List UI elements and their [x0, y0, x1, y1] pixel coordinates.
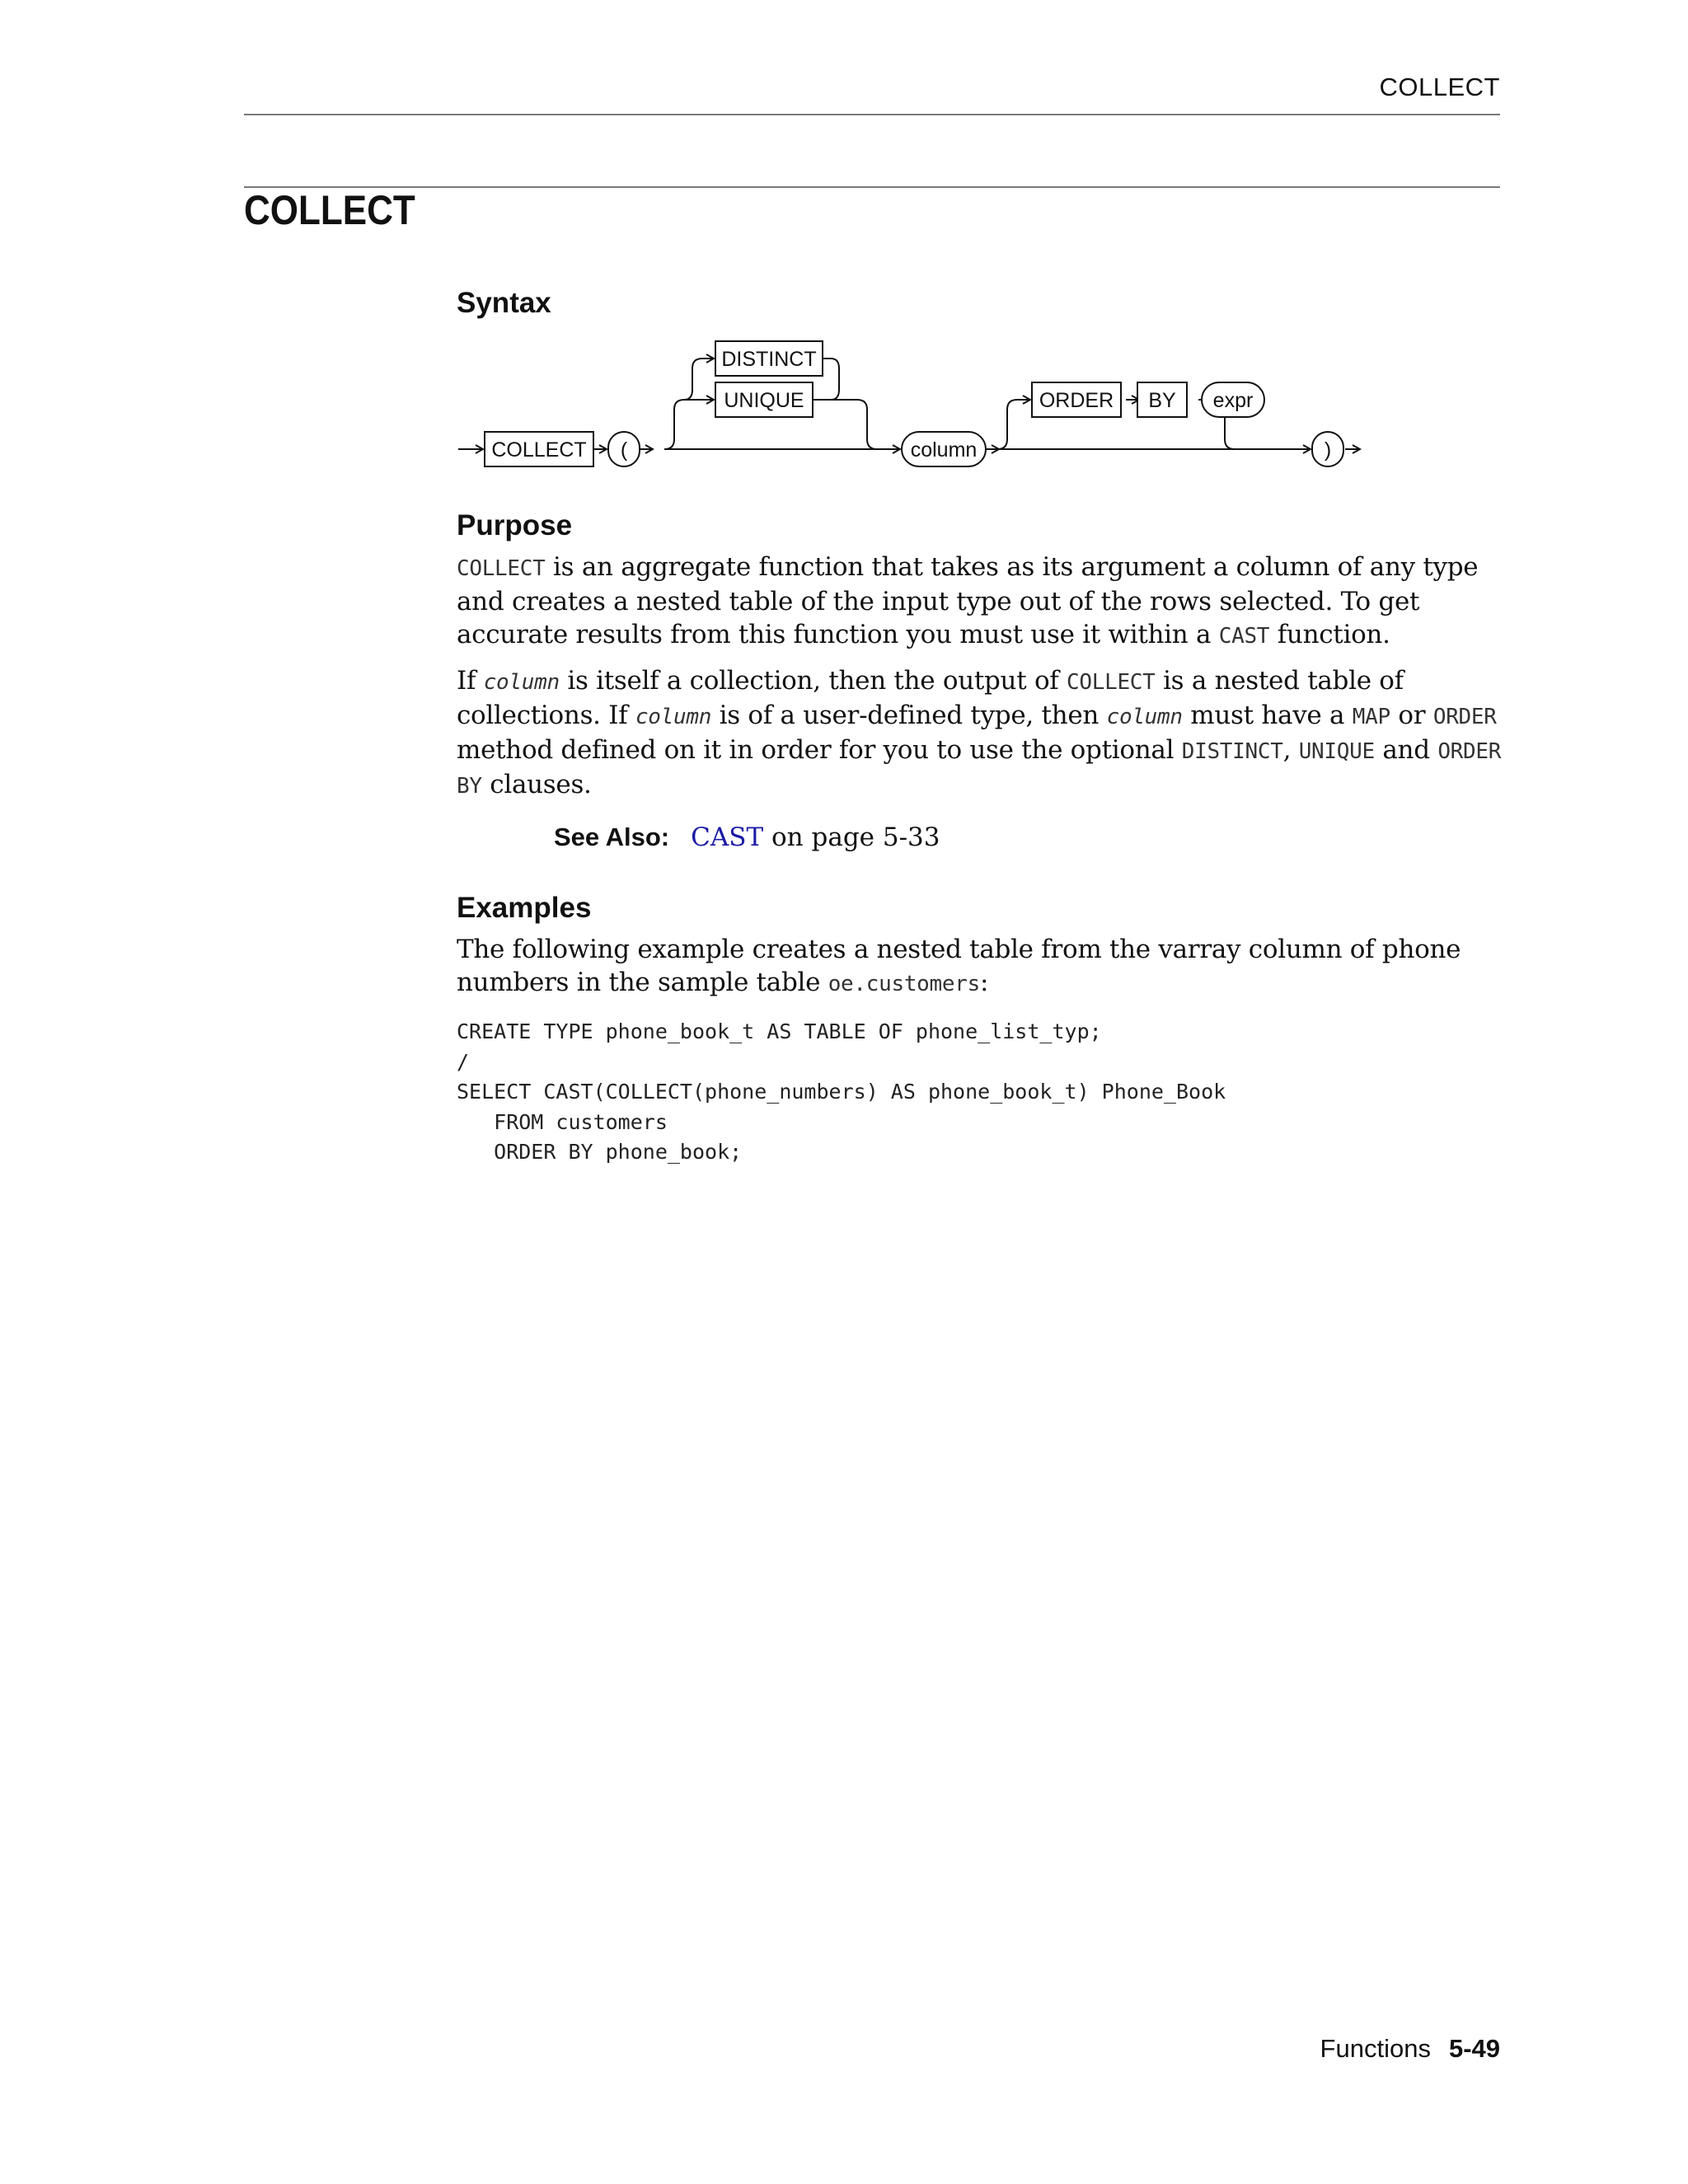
node-unique: UNIQUE	[724, 389, 804, 412]
text-run: The following example creates a nested table from the varray column of phone numbers in the sample table	[457, 935, 1461, 997]
purpose-paragraph-1	[457, 551, 1503, 653]
see-also-page-ref: on page 5-33	[763, 823, 940, 852]
code-term: oe.customers	[828, 972, 980, 996]
text-run: If	[457, 666, 484, 696]
code-term: COLLECT	[457, 556, 546, 581]
footer-page-number: 5-49	[1448, 2034, 1500, 2063]
branch-distinct-in	[684, 359, 714, 400]
examples-paragraph	[457, 933, 1503, 1001]
branch-distinct-unique-in	[664, 400, 714, 449]
code-term: CAST	[1218, 624, 1270, 649]
text-run: ,	[1282, 735, 1299, 765]
text-run: or	[1390, 701, 1433, 730]
code-term: DISTINCT	[1181, 739, 1283, 764]
see-also-label: See Also:	[554, 823, 670, 851]
title-rule	[244, 186, 1500, 188]
node-distinct: DISTINCT	[721, 348, 817, 371]
purpose-heading: Purpose	[457, 509, 573, 541]
code-term: MAP	[1352, 705, 1390, 729]
branch-unique-out	[813, 400, 877, 449]
branch-order-by-in	[997, 400, 1030, 449]
node-by: BY	[1148, 389, 1176, 412]
node-column: column	[910, 438, 978, 462]
code-term: UNIQUE	[1298, 739, 1375, 764]
placeholder-term: column	[1106, 705, 1183, 729]
text-run: is an aggregate function that takes as its argument a column of any type and creates a nested table of the input type out of the rows selected. To get accurate results from this function you must use it within a	[457, 552, 1479, 649]
text-run: is a nested table of collections. If	[457, 666, 1404, 730]
text-run: clauses.	[481, 770, 592, 799]
placeholder-term: column	[483, 670, 560, 695]
text-run: :	[979, 968, 989, 997]
placeholder-term: column	[635, 705, 712, 729]
node-collect: COLLECT	[491, 438, 587, 462]
node-open-paren: (	[620, 438, 628, 462]
see-also-note	[554, 823, 940, 852]
text-run: method defined on it in order for you to use the optional	[457, 735, 1182, 765]
branch-distinct-out	[823, 359, 839, 400]
footer-section: Functions	[1320, 2034, 1431, 2063]
page-title: COLLECT	[244, 187, 415, 233]
examples-heading: Examples	[457, 892, 592, 924]
syntax-diagram	[453, 338, 1385, 486]
code-example: CREATE TYPE phone_book_t AS TABLE OF phone_list_typ; / SELECT CAST(COLLECT(phone_numbers) AS phone_book_t) Phone_Book FROM customers ORDER BY phone_book;	[457, 1019, 1226, 1164]
node-expr: expr	[1212, 389, 1254, 412]
text-run: must have a	[1182, 701, 1353, 730]
text-run: is itself a collection, then the output of	[559, 666, 1067, 696]
header-rule	[244, 114, 1500, 115]
text-run: function.	[1269, 620, 1390, 649]
see-also-link-cast[interactable]: CAST	[691, 823, 764, 852]
running-header: COLLECT	[1379, 73, 1500, 101]
text-run: is of a user-defined type, then	[711, 701, 1107, 730]
node-order: ORDER	[1039, 389, 1114, 412]
syntax-heading: Syntax	[457, 287, 551, 319]
node-close-paren: )	[1324, 438, 1332, 462]
text-run: and	[1374, 735, 1438, 765]
code-term: COLLECT	[1067, 670, 1156, 695]
purpose-paragraph-2	[457, 664, 1503, 803]
code-term: ORDER BY	[457, 739, 1502, 799]
code-term: ORDER	[1432, 705, 1497, 729]
page-footer	[1236, 2034, 1500, 2064]
